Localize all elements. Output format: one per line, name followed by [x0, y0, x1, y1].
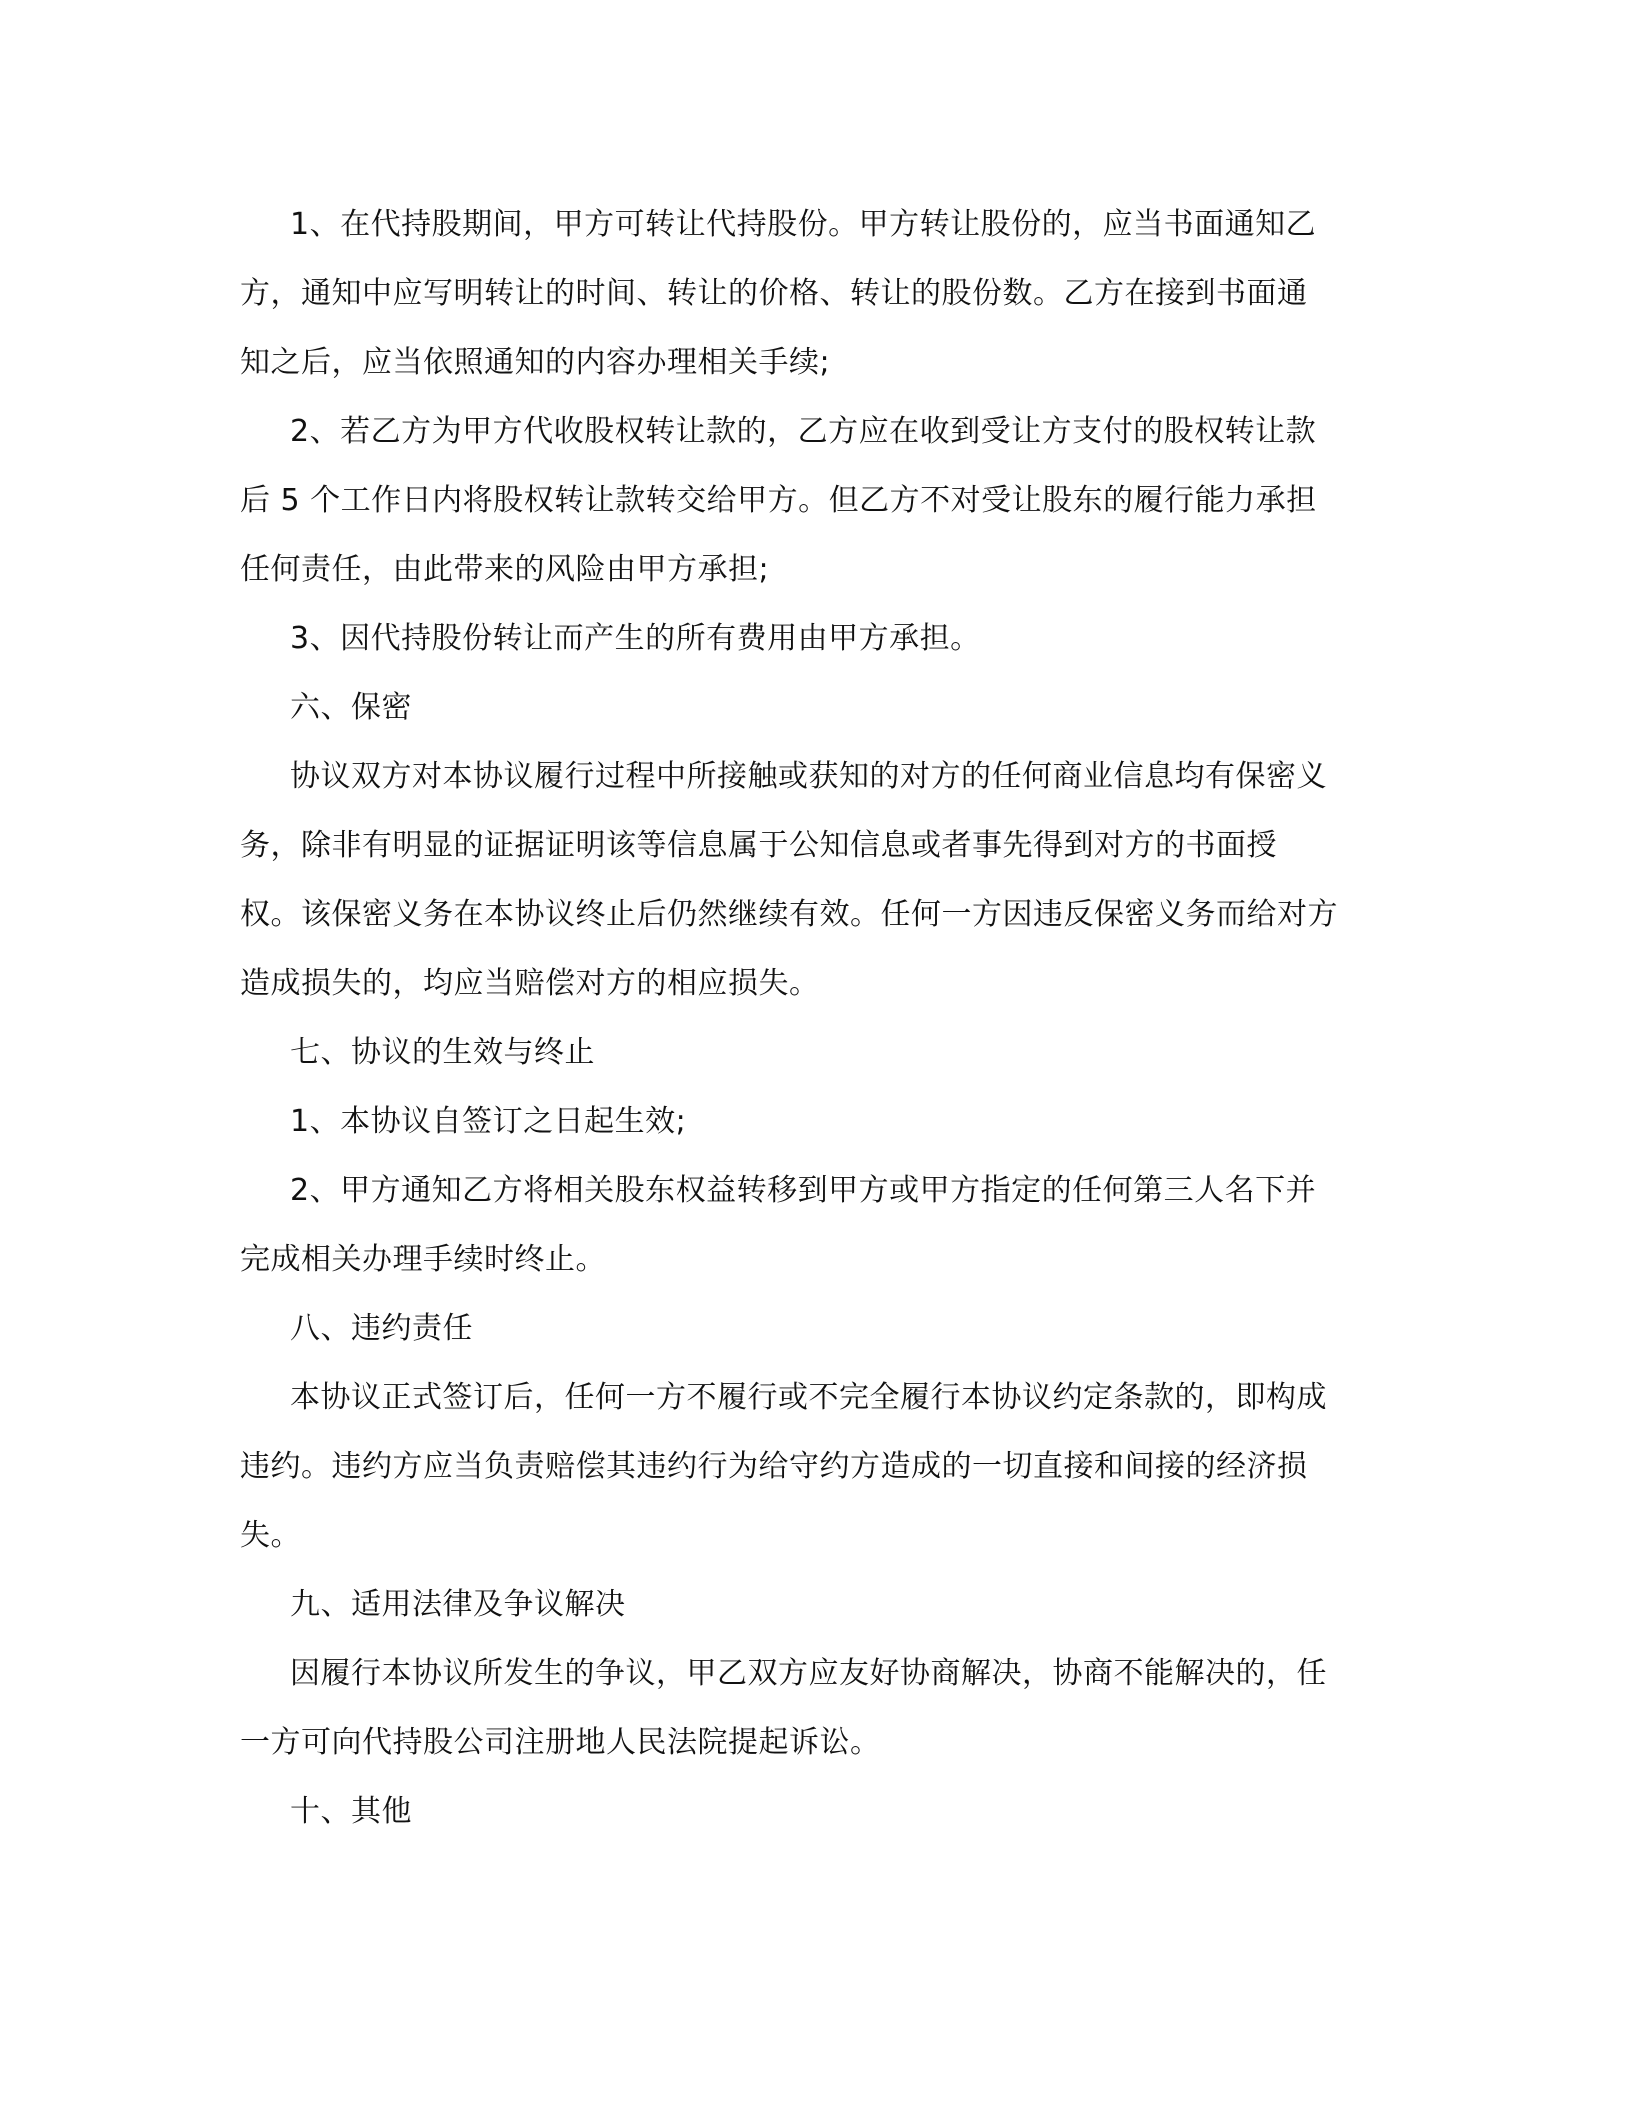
confidentiality-line-1: 协议双方对本协议履行过程中所接触或获知的对方的任何商业信息均有保密义 [290, 759, 1327, 794]
section-heading-other: 十、其他 [290, 1794, 412, 1829]
governing-law-line-2: 一方可向代持股公司注册地人民法院提起诉讼。 [240, 1725, 881, 1760]
clause-5-1-line-2: 方，通知中应写明转让的时间、转让的价格、转让的股份数。乙方在接到书面通 [240, 276, 1308, 311]
governing-law-line-1: 因履行本协议所发生的争议，甲乙双方应友好协商解决，协商不能解决的，任 [290, 1656, 1327, 1691]
clause-5-2-line-3: 任何责任，由此带来的风险由甲方承担; [240, 552, 770, 587]
clause-5-1-line-1: 1、在代持股期间，甲方可转让代持股份。甲方转让股份的，应当书面通知乙 [290, 207, 1317, 242]
breach-line-2: 违约。违约方应当负责赔偿其违约行为给守约方造成的一切直接和间接的经济损 [240, 1449, 1308, 1484]
clause-7-2-line-2: 完成相关办理手续时终止。 [240, 1242, 606, 1277]
breach-line-3: 失。 [240, 1518, 301, 1553]
breach-line-1: 本协议正式签订后，任何一方不履行或不完全履行本协议约定条款的，即构成 [290, 1380, 1327, 1415]
section-heading-confidentiality: 六、保密 [290, 690, 412, 725]
clause-5-3-line-1: 3、因代持股份转让而产生的所有费用由甲方承担。 [290, 621, 981, 656]
clause-5-2-line-1: 2、若乙方为甲方代收股权转让款的，乙方应在收到受让方支付的股权转让款 [290, 414, 1317, 449]
clause-7-2-line-1: 2、甲方通知乙方将相关股东权益转移到甲方或甲方指定的任何第三人名下并 [290, 1173, 1317, 1208]
clause-5-2-line-2: 后 5 个工作日内将股权转让款转交给甲方。但乙方不对受让股东的履行能力承担 [240, 483, 1317, 518]
section-heading-effect-termination: 七、协议的生效与终止 [290, 1035, 595, 1070]
section-heading-governing-law: 九、适用法律及争议解决 [290, 1587, 626, 1622]
confidentiality-line-4: 造成损失的，均应当赔偿对方的相应损失。 [240, 966, 820, 1001]
confidentiality-line-3: 权。该保密义务在本协议终止后仍然继续有效。任何一方因违反保密义务而给对方 [240, 897, 1338, 932]
confidentiality-line-2: 务，除非有明显的证据证明该等信息属于公知信息或者事先得到对方的书面授 [240, 828, 1277, 863]
clause-7-1-line-1: 1、本协议自签订之日起生效; [290, 1104, 687, 1139]
section-heading-breach: 八、违约责任 [290, 1311, 473, 1346]
clause-5-1-line-3: 知之后，应当依照通知的内容办理相关手续; [240, 345, 831, 380]
